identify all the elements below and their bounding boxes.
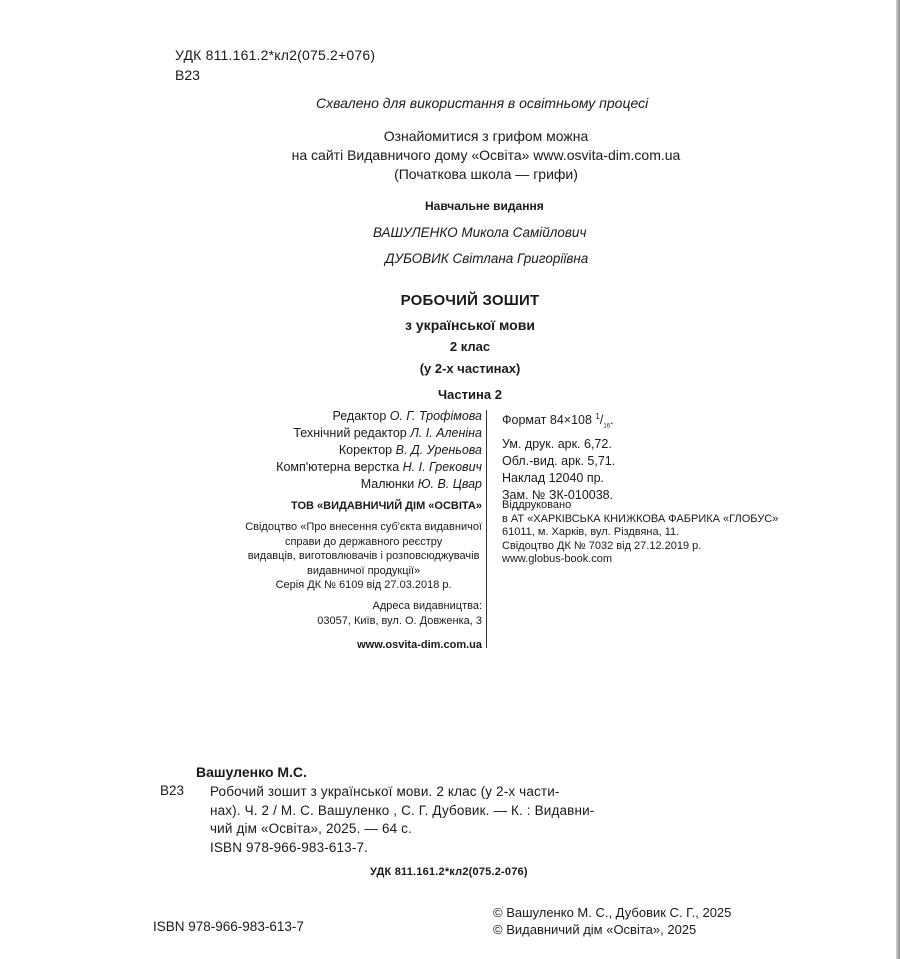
author-name: ДУБОВИК Світлана Григоріївна: [385, 251, 589, 266]
credit-person: Л. І. Аленіна: [410, 426, 482, 440]
credit-role: Технічний редактор: [293, 426, 407, 440]
certificate-line: Свідоцтво «Про внесення суб'єкта видавничої: [245, 521, 482, 533]
catalog-code: В23: [160, 783, 185, 798]
certificate-line: видавців, виготовлювачів і розповсюджувачів: [247, 550, 480, 562]
print-sheets: Ум. друк. арк. 6,72.: [502, 436, 612, 451]
book-parts: (у 2-х частинах): [419, 361, 521, 376]
credit-person: Н. І. Грекович: [402, 460, 482, 474]
credit-role: Коректор: [338, 443, 393, 457]
catalog-author: Вашуленко М.С.: [196, 764, 307, 780]
edition-type: Навчальне видання: [425, 199, 544, 213]
author-mark-code: В23: [175, 67, 200, 83]
format-fraction-den: 16: [603, 423, 611, 430]
book-part: Частина 2: [438, 387, 502, 402]
credit-row: [276, 442, 482, 459]
publish-sheets: Обл.-вид. арк. 5,71.: [502, 453, 616, 468]
format-size-text: Формат 84×108: [502, 413, 592, 428]
copyright-line: © Видавничий дім «Освіта», 2025: [493, 922, 697, 937]
grif-line: на сайті Видавничого дому «Освіта» www.osvita-dim.com.ua: [291, 147, 681, 163]
book-title-block: [352, 292, 588, 404]
format-info: [502, 408, 615, 504]
certificate-line: справи до державного реєстру: [284, 535, 443, 548]
order-number: Зам. № ЗК-010038.: [502, 487, 614, 502]
udk-code: УДК 811.161.2*кл2(075.2+076): [175, 47, 376, 63]
page-edge-shadow: [896, 0, 900, 959]
grif-line: Ознайомитися з грифом можна: [383, 128, 589, 144]
column-divider: [486, 410, 487, 648]
catalog-line: нах). Ч. 2 / М. С. Вашуленко , С. Г. Дубовик. — К. : Видавни-: [210, 802, 595, 818]
catalog-udk: УДК 811.161.2*кл2(075.2-076): [370, 866, 528, 878]
credits-list: [276, 408, 482, 493]
publisher-name: ТОВ «ВИДАВНИЧИЙ ДІМ «ОСВІТА»: [291, 500, 482, 512]
catalog-line: Робочий зошит з української мови. 2 клас (у 2-х части-: [210, 784, 560, 799]
copyright-line: © Вашуленко М. С., Дубовик С. Г., 2025: [493, 905, 732, 920]
publisher-address: [317, 599, 482, 628]
printer-info: [502, 499, 778, 567]
catalog-line: чий дім «Освіта», 2025. — 64 с.: [210, 821, 412, 836]
address-text: 03057, Київ, вул. О. Довженка, 3: [317, 614, 482, 627]
print-run: Наклад 12040 пр.: [502, 470, 605, 485]
credit-row: [276, 408, 482, 425]
publisher-certificate: [245, 520, 482, 593]
catalog-line: ISBN 978-966-983-613-7.: [210, 839, 369, 855]
publisher-website: www.osvita-dim.com.ua: [357, 639, 482, 651]
format-size: Формат 84×108 $^1/_{16}$.: [502, 412, 614, 430]
credit-role: Малюнки: [360, 477, 415, 491]
book-grade: 2 клас: [449, 339, 491, 354]
credit-person: О. Г. Трофімова: [389, 409, 482, 423]
catalog-description: [210, 783, 594, 857]
grif-info: [286, 127, 686, 184]
certificate-line: Серія ДК № 6109 від 27.03.2018 р.: [275, 579, 452, 591]
printer-line: www.globus-book.com: [502, 553, 613, 565]
credit-role: Редактор: [332, 409, 387, 423]
credit-row: [276, 459, 482, 476]
printer-line: 61011, м. Харків, вул. Різдвяна, 11.: [502, 526, 680, 538]
address-label: Адреса видавництва:: [372, 600, 482, 612]
approval-note: Схвалено для використання в освітньому процесі: [316, 95, 649, 111]
credit-person: Ю. В. Цвар: [417, 477, 482, 491]
format-fraction-num: 1: [595, 412, 600, 421]
grif-line: (Початкова школа — грифи): [394, 166, 578, 182]
printer-line: Свідоцтво ДК № 7032 від 27.12.2019 р.: [502, 539, 702, 552]
credit-person: В. Д. Уреньова: [395, 443, 482, 457]
author-name: ВАШУЛЕНКО Микола Самійлович: [373, 225, 587, 240]
credit-row: [276, 425, 482, 442]
printer-line: Віддруковано: [502, 499, 572, 511]
printer-line: в АТ «ХАРКІВСЬКА КНИЖКОВА ФАБРИКА «ГЛОБУС»: [502, 512, 779, 525]
isbn: ISBN 978-966-983-613-7: [153, 919, 304, 934]
credit-role: Комп'ютерна верстка: [276, 460, 400, 474]
book-title: РОБОЧИЙ ЗОШИТ: [400, 292, 540, 309]
credit-row: [276, 476, 482, 493]
book-subject: з української мови: [405, 317, 535, 333]
copyright-notice: [493, 904, 731, 938]
certificate-line: видавничої продукції»: [307, 564, 421, 577]
